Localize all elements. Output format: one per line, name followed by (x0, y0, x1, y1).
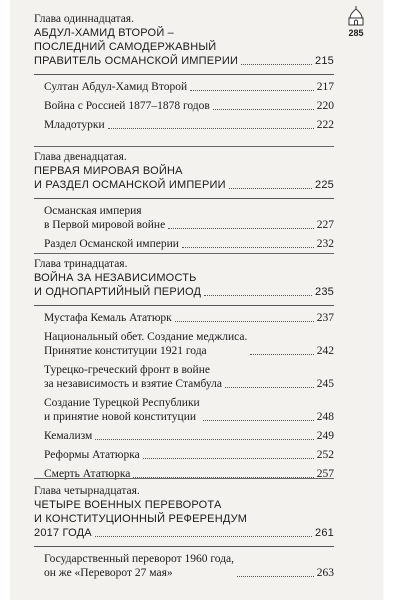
book-page (10, 0, 382, 600)
chapter-page: 215 (315, 55, 334, 67)
chapter-label: Глава четырнадцатая. (34, 485, 140, 497)
chapter-label: Глава тринадцатая. (34, 258, 128, 270)
mosque-icon (348, 6, 364, 26)
chapter-14 (34, 484, 334, 580)
section-list (34, 74, 334, 132)
chapter-title-line: ПЕРВАЯ МИРОВАЯ ВОЙНА (34, 165, 183, 177)
toc-entry: Создание Турецкой Республики и принятие новой конституции 248 (44, 397, 334, 423)
toc-entry: Мустафа Кемаль Ататюрк 237 (44, 312, 334, 324)
chapter-title-line: И КОНСТИТУЦИОННЫЙ РЕФЕРЕНДУМ (34, 513, 248, 525)
toc-entry: Смерть Ататюрка 257 (44, 468, 334, 480)
toc-entry: Война с Россией 1877–1878 годов 220 (44, 100, 334, 112)
chapter-title-line: АБДУЛ-ХАМИД ВТОРОЙ – (34, 27, 174, 39)
chapter-title-line: И РАЗДЕЛ ОСМАНСКОЙ ИМПЕРИИ 225 (34, 179, 334, 191)
chapter-title-line: 2017 ГОДА 261 (34, 527, 334, 539)
chapter-title-line: ЧЕТЫРЕ ВОЕННЫХ ПЕРЕВОРОТА (34, 499, 222, 511)
chapter-page: 235 (315, 286, 334, 298)
chapter-label: Глава двенадцатая. (34, 151, 127, 163)
chapter-title-line: ПРАВИТЕЛЬ ОСМАНСКОЙ ИМПЕРИИ 215 (34, 55, 334, 67)
toc-entry: Османская империя в Первой мировой войне 227 (44, 205, 334, 231)
toc-entry: Турецко-греческий фронт в войне за независимость и взятие Стамбула 245 (44, 364, 334, 390)
chapter-page: 225 (315, 179, 334, 191)
toc-entry: Государственный переворот 1960 года, он же «Переворот 27 мая» 263 (44, 553, 334, 579)
toc-entry: Раздел Османской империи 232 (44, 238, 334, 250)
chapter-11 (34, 12, 334, 132)
section-list (34, 198, 334, 251)
toc-entry: Султан Абдул-Хамид Второй 217 (44, 81, 334, 93)
chapter-divider (34, 253, 334, 254)
toc-entry: Реформы Ататюрка 252 (44, 449, 334, 461)
chapter-page: 261 (315, 527, 334, 539)
chapter-label: Глава одиннадцатая. (34, 13, 134, 25)
toc-entry: Младотурки 222 (44, 119, 334, 131)
section-list (34, 546, 334, 580)
toc-entry: Национальный обет. Создание меджлиса. Принятие конституции 1921 года 242 (44, 331, 334, 357)
chapter-title-line: И ОДНОПАРТИЙНЫЙ ПЕРИОД 235 (34, 286, 334, 298)
chapter-13 (34, 257, 334, 481)
chapter-title-line: ПОСЛЕДНИЙ САМОДЕРЖАВНЫЙ (34, 41, 217, 53)
chapter-divider (34, 146, 334, 147)
chapter-divider (34, 478, 334, 479)
section-list (34, 305, 334, 481)
page-header-mark (339, 6, 373, 58)
chapter-12 (34, 150, 334, 251)
page-number: 285 (348, 28, 364, 38)
chapter-title-line: ВОЙНА ЗА НЕЗАВИСИМОСТЬ (34, 272, 197, 284)
toc-entry: Кемализм 249 (44, 430, 334, 442)
